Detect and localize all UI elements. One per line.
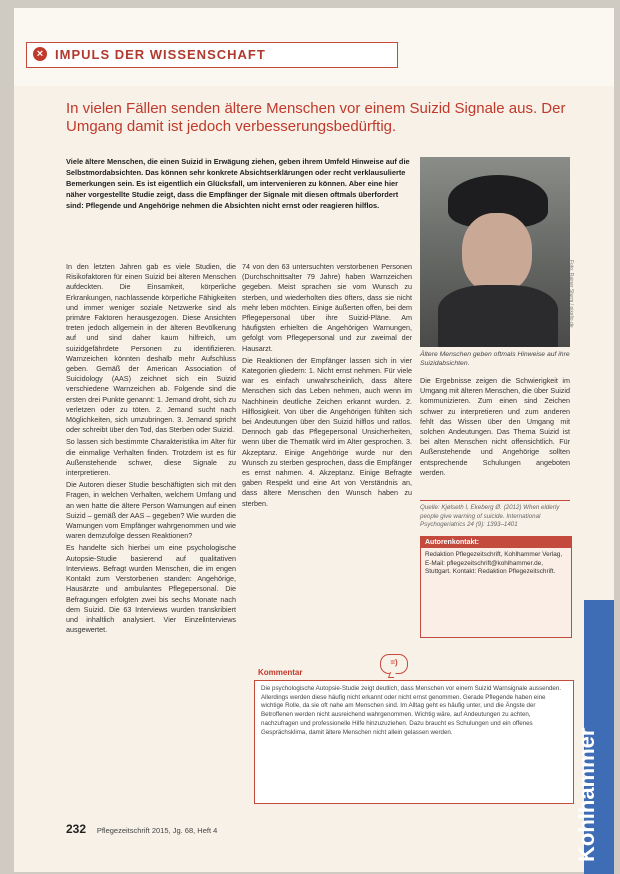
photo-caption: Ältere Menschen geben oftmals Hinweise auf ihre Suizidabsichten. bbox=[420, 351, 570, 367]
author-contact-box bbox=[420, 536, 572, 638]
journal-info: Pflegezeitschrift 2015, Jg. 68, Heft 4 bbox=[96, 826, 218, 835]
paragraph: 74 von den 63 untersuchten verstorbenen Personen (Durchschnittsalter 79 Jahre) haben Warnzeichen gegeben. Meist sprachen sie vom Wunsch zu sterben, und wiederholten dies öfters, dass sie nicht mehr leben möchten. Einige äußerten offen, bei dem Pflegepersonal über ihre Suizid-Pläne. Am häufigsten erhielten die Angehörigen Warnungen, gefolgt vom Pflegepersonal und zur zweimal der Hausarzt. bbox=[242, 262, 412, 353]
page-number: 232 bbox=[66, 822, 87, 836]
paragraph: Es handelte sich hierbei um eine psychologische Autopsie-Studie basierend auf qualitativen Interviews. Befragt wurden Menschen, die im engen Kontakt zum Verstorbenen standen: Angehörige, Hausärzte und ambulantes Pflegepersonal. Die Befragungen erfolgten zwei bis sechs Monate nach dem Suizid. Die 63 Interviews wurden transkribiert und inhaltlich analysiert. Vier Einzelinterviews ausgewertet. bbox=[66, 543, 236, 635]
text-column-1 bbox=[66, 262, 236, 842]
author-contact-body: Redaktion Pflegezeitschrift, Kohlhammer Verlag, E-Mail: pflegezeitschrift@kohlhammer.de, Stuttgart. Kontakt: Redaktion Pflegezeitschrift. bbox=[425, 551, 563, 576]
author-contact-title: Autorenkontakt: bbox=[421, 537, 571, 548]
paragraph: In den letzten Jahren gab es viele Studien, die Risikofaktoren für einen Suizid bei älteren Menschen aufdeckten. Die Einsamkeit, körperliche Erkrankungen, nachlassende körperliche Fähigkeiten und immer weniger soziale Netzwerke sind als primäre Faktoren herausgezogen. Diese Ansichten treten jedoch allgemein in der älteren Bevölkerung auf und sind daher kaum hilfreich, um suizidgefährdete Personen zu identifizieren. Warnzeichen könnten deshalb mehr Aufschluss geben. Gemäß der American Association of Suicidology (AAS) zeichnet sich ein Suizid verschiedene Warnzeichen ab. Folgende sind die ersten drei Punkte genannt: 1. Jemand droht, sich zu verletzen oder zu töten. 2. Jemand sucht nach Möglichkeiten, sich umzubringen. 3. Jemand spricht oder schreibt über den Tod, das Sterben oder Suizid. bbox=[66, 262, 236, 435]
comment-box bbox=[254, 680, 574, 804]
text-column-2 bbox=[242, 262, 412, 528]
paragraph: Die Autoren dieser Studie beschäftigten sich mit den Fragen, in welchen Verhalten, welchem Umfang und an wen hatte die ältere Person Warnungen auf einen Suizid – gemäß der AAS – gegeben? Wie wurden die Warnungen vom Empfänger wahrgenommen und wie waren demzufolge dessen Reaktionen? bbox=[66, 480, 236, 541]
paragraph: Die Reaktionen der Empfänger lassen sich in vier Kategorien gliedern: 1. Nicht ernst nehmen. Für viele war es einfach unwahrscheinlich, dass ältere Menschen sich das Leben nehmen, auch wenn im Nachhinein deutliche Zeichen erkannt wurden. 2. Hilflosigkeit. Von über die Angehörigen fühlten sich bei Andeutungen über den Suizid hilflos und ratlos. Dennoch gab das Pflegepersonal Unsicherheiten, wenn über die Thematik wird im Alter gesprochen. 3. Akzeptanz. Einige Angehörige wurde nur den Wunsch zu sterben gesprochen, dass die Empfänger es ernst nahmen. 4. Akzeptanz. Einige Befragte gaben Respekt und eine Art von Verständnis an, dass ältere Menschen den Wunsch haben zu sterben. bbox=[242, 355, 412, 508]
article-lead: Viele ältere Menschen, die einen Suizid in Erwägung ziehen, geben ihrem Umfeld Hinweise auf die Selbstmordabsichten. Das können sehr konkrete Absichtserklärungen oder recht verklausulierte Bemerkungen sein. Es ist eigentlich ein Glücksfall, um intervenieren zu können. Aber eine hier näher vorgestellte Studie zeigt, dass die Empfänger der Signale mit diesen oftmals überfordert sind: Pflegende und Angehörige nehmen die Absichten nicht ernst oder reagieren hilflos. bbox=[66, 157, 410, 210]
spine-label: Kohlhammer bbox=[574, 727, 599, 862]
x-circle-icon: × bbox=[33, 47, 47, 61]
scarf-shape bbox=[438, 285, 558, 347]
photo-credit: Foto: Rainer Sturm / pixelio.de bbox=[568, 260, 574, 328]
face-shape bbox=[462, 213, 532, 293]
article-headline: In vielen Fällen senden ältere Menschen vor einem Suizid Signale aus. Der Umgang damit ist jedoch verbesserungsbedürftig. bbox=[66, 100, 566, 135]
paragraph: Die Ergebnisse zeigen die Schwierigkeit im Umgang mit älteren Menschen, die über Suizid kommunizieren. Zum einen sind Zeichen schwer zu interpretieren und zum anderen fehlt das Wissen über den Umgang mit solchen Andeutungen. Das Thema Suizid ist bei alten Menschen nicht offensichtlich. Für Außenstehende und Angehörige sollten entsprechende Schulungen angeboten werden. bbox=[420, 376, 570, 477]
text-column-3 bbox=[420, 376, 570, 486]
page-footer bbox=[66, 822, 217, 838]
section-label: IMPULS DER WISSENSCHAFT bbox=[55, 47, 266, 62]
portrait-photo bbox=[420, 157, 570, 347]
comment-title: Kommentar bbox=[258, 668, 303, 677]
section-header bbox=[26, 42, 398, 68]
speech-bubble-icon: =) bbox=[380, 654, 408, 674]
comment-body: Die psychologische Autopsie-Studie zeigt deutlich, dass Menschen vor einem Suizid Warnsignale aussenden. Allerdings werden diese häufig nicht erkannt oder nicht ernst genommen. Gerade Pflegende haben eine wichtige Rolle, da sie oft nahe am Menschen sind. Im Alltag geht es häufig unter, und die Ängste der Betroffenen werden nicht ausreichend wahrgenommen. Wichtig wäre, auf Andeutungen zu achten, nachzufragen und professionelle Hilfe hinzuzuziehen. Dazu braucht es Schulungen und ein offenes Gesprächsklima, damit ältere Menschen nicht allein gelassen werden. bbox=[261, 685, 562, 736]
source-citation: Quelle: Kjølseth I, Ekeberg Ø. (2012) When elderly people give warning of suicide. International Psychogeriatrics 24 (9): 1393–1401 bbox=[420, 500, 570, 530]
paragraph: So lassen sich bestimmte Charakteristika im Alter für die einmalige Verhalten finden. Trotzdem ist es für Außenstehende schwer, diese Signale zu interpretieren. bbox=[66, 437, 236, 478]
